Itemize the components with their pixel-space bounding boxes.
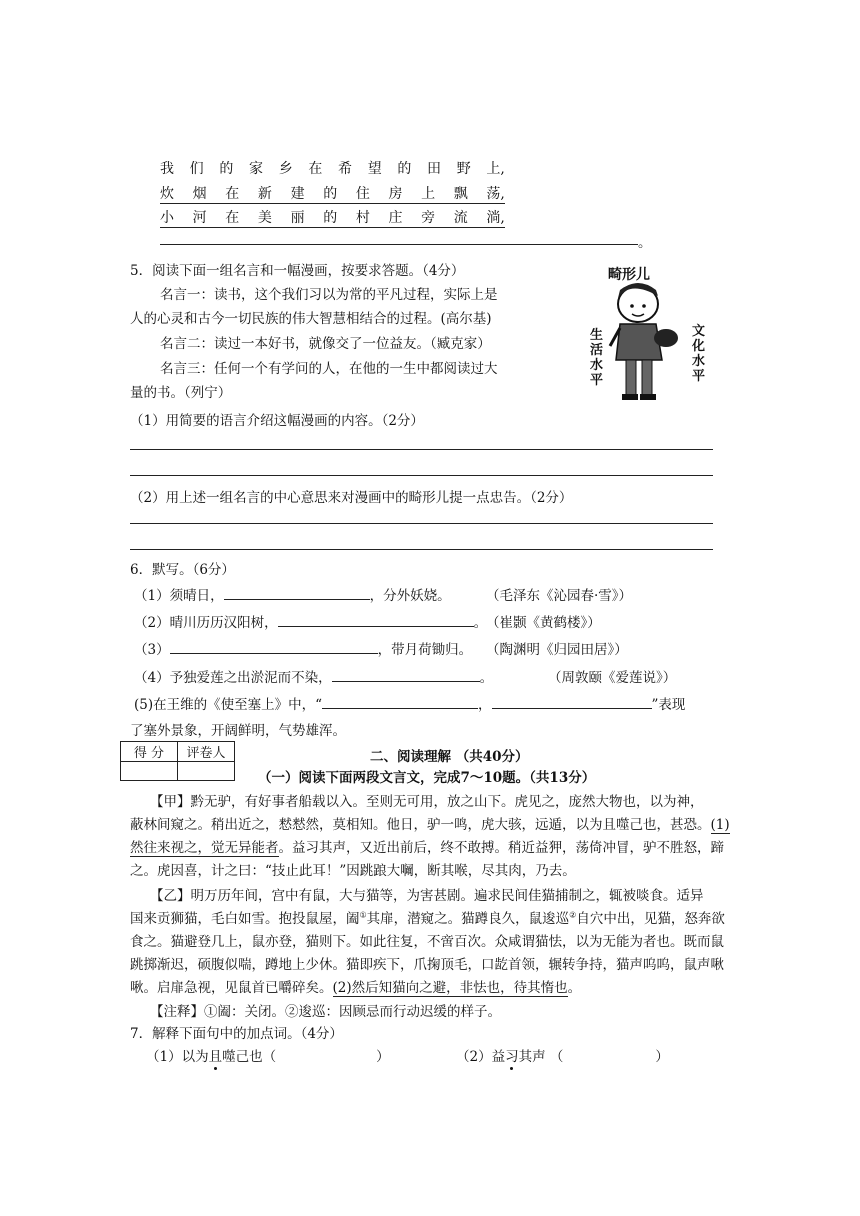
poem-char: 庄: [388, 210, 403, 226]
section2-title: 二、阅读理解 （共40分）: [370, 749, 529, 765]
jia-line-3: [130, 836, 724, 856]
poem-char: 的: [397, 161, 412, 177]
q7-item-2-pre: （2）益: [456, 1049, 506, 1065]
annotation-notes: 【注释】①阖：关闭。②逡巡：因顾忌而行动迟缓的样子。: [150, 1004, 501, 1020]
q5-quote3-a: 名言三：任何一个有学问的人，在他的一生中都阅读过大: [160, 361, 498, 377]
q6-item-2-b: 。: [473, 615, 488, 631]
q6-item-5-b: ，: [478, 697, 492, 713]
note-marker-1: ①: [359, 910, 367, 920]
poem-char: 野: [456, 161, 471, 177]
poem-char: 的: [323, 210, 338, 226]
q5-sub1: （1）用简要的语言介绍这幅漫画的内容。（2分）: [130, 413, 424, 429]
poem-char: 流: [453, 210, 468, 226]
q6-item-5-cont: 了塞外景象，开阔鲜明，气势雄浑。: [130, 723, 346, 739]
q6-blank-5a[interactable]: [322, 694, 478, 709]
poem-char: 在: [225, 186, 240, 202]
q6-item-1-source: （毛泽东《沁园春·雪》）: [486, 588, 633, 604]
q6-item-2: [134, 611, 487, 631]
poem-char: 荡,: [486, 186, 505, 202]
jia-line-2-text: 蔽林间窥之。稍出近之，慭慭然，莫相知。他日，驴一鸣，虎大骇，远遁，以为且噬己也，甚恐。: [130, 817, 711, 833]
q5-quote1-b: 人的心灵和古今一切民族的伟大智慧相结合的过程。(高尔基): [130, 311, 492, 327]
poem-char: 小: [160, 210, 174, 226]
poem-answer-line: [160, 244, 638, 245]
q6-item-3-source: （陶渊明《归园田居》）: [486, 642, 628, 658]
cartoon-figure: [580, 262, 720, 404]
grader-cell[interactable]: [178, 762, 235, 781]
poem-char: 旁: [421, 210, 436, 226]
q7-item-1-post: 噬己也（: [222, 1049, 277, 1065]
yi-line-2-c: 自穴中出，见猫，怒奔欲: [576, 911, 725, 927]
poem-char: 的: [219, 161, 234, 177]
jia-line-1: 【甲】黔无驴，有好事者船载以入。至则无可用，放之山下。虎见之，庞然大物也，以为神，: [150, 794, 704, 810]
grader-header: 评卷人: [178, 742, 235, 762]
q6-item-1-a: （1）须晴日，: [134, 588, 224, 604]
q5-quote3-b: 量的书。（列宁）: [130, 385, 232, 401]
yi-line-2-b: 其扉，潜窥之。猫蹲良久，鼠逡巡: [366, 911, 570, 927]
q5-answer-line-2[interactable]: [130, 475, 713, 476]
q6-item-4-source: （周敦颐《爱莲说》）: [548, 670, 677, 686]
jia-underlined-sentence-1: 然往来视之，觉无异能者: [130, 840, 279, 856]
poem-char: 房: [388, 186, 403, 202]
q6-item-5-c: ”表现: [651, 697, 686, 713]
q5-answer-line-1[interactable]: [130, 449, 713, 450]
q6-item-4: [134, 666, 493, 686]
poem-line-2: [160, 183, 505, 204]
poem-char: 美: [257, 210, 272, 226]
poem-char: 新: [257, 186, 272, 202]
q5-title: 5．阅读下面一组名言和一幅漫画，按要求答题。（4分）: [130, 263, 465, 279]
q7-answer-1[interactable]: [276, 1047, 376, 1061]
q7-item-2-close: ）: [655, 1049, 669, 1065]
poem-char: 希: [338, 161, 353, 177]
cartoon-right-label: 文化水平: [692, 324, 706, 384]
q6-item-1: [134, 584, 451, 604]
q5-answer-line-3[interactable]: [130, 523, 713, 524]
q6-item-4-b: 。: [479, 670, 494, 686]
poem-end-mark: 。: [638, 235, 652, 251]
jia-line-2: [130, 813, 730, 833]
cartoon-left-label: 生活水平: [590, 328, 604, 388]
poem-char: 炊: [160, 186, 174, 202]
q7-answer-2[interactable]: [563, 1047, 655, 1061]
q7-item-1-close: ）: [376, 1049, 390, 1065]
poem-char: 飘: [453, 186, 468, 202]
jia-line-4: 之。虎因喜，计之曰：“技止此耳！”因跳踉大㘎，断其喉，尽其肉，乃去。: [130, 863, 576, 879]
poem-char: 烟: [192, 186, 207, 202]
q6-item-4-a: （4）予独爱莲之出淤泥而不染，: [134, 670, 332, 686]
poem-char: 在: [225, 210, 240, 226]
q6-item-1-b: ，分外妖娆。: [369, 588, 451, 604]
q7-item-1-dotted-word: 且: [208, 1049, 223, 1065]
yi-underlined-sentence-2: (2)然后知猫向之避，非怯也，待其惰也: [332, 980, 568, 996]
q6-item-5-a: (5)在王维的《使至塞上》中，“: [134, 697, 323, 713]
section2-subtitle: （一）阅读下面两段文言文，完成7～10题。（共13分）: [258, 770, 596, 786]
poem-char: 乡: [278, 161, 293, 177]
poem-char: 田: [427, 161, 442, 177]
q6-blank-4[interactable]: [332, 667, 480, 682]
yi-line-2-a: 国来贡狮猫，毛白如雪。抱投鼠屋，阖: [130, 911, 360, 927]
poem-char: 淌,: [486, 210, 505, 226]
yi-line-5: [130, 976, 581, 996]
poem-char: 望: [367, 161, 382, 177]
q5-quote2: 名言二：读过一本好书，就像交了一位益友。（臧克家）: [160, 336, 491, 352]
yi-line-5-end: 。: [567, 980, 582, 996]
score-table: [120, 741, 235, 781]
yi-line-1: 【乙】明万历年间，宫中有鼠，大与猫等，为害甚剧。遍求民间佳猫捕制之，辄被啖食。适异: [150, 888, 704, 904]
q6-item-2-a: （2）晴川历历汉阳树，: [134, 615, 278, 631]
q7-item-2: [456, 1045, 669, 1065]
poem-char: 上,: [486, 161, 505, 177]
q6-title: 6．默写。（6分）: [130, 562, 235, 578]
q7-title: 7．解释下面句中的加点词。（4分）: [130, 1026, 343, 1042]
jia-mark-1: (1): [710, 817, 730, 833]
poem-line-3: [160, 207, 505, 228]
note-marker-2: ②: [569, 910, 577, 920]
poem-char: 我: [160, 161, 174, 177]
q6-item-3-b: ，带月荷锄归。: [377, 642, 473, 658]
yi-line-3: 食之。猫避登几上，鼠亦登，猫则下。如此往复，不啻百次。众咸谓猫怯，以为无能为者也。既而鼠: [130, 934, 724, 950]
poem-char: 丽: [290, 210, 305, 226]
poem-char: 村: [355, 210, 370, 226]
yi-line-4: 跳掷渐迟，硕腹似喘，蹲地上少休。猫即疾下，爪掬顶毛，口龁首领，辗转争持，猫声呜呜，鼠声啾: [130, 957, 724, 973]
poem-char: 上: [421, 186, 436, 202]
q6-blank-1[interactable]: [224, 585, 370, 600]
q6-blank-2[interactable]: [278, 612, 474, 627]
q5-sub2: （2）用上述一组名言的中心意思来对漫画中的畸形儿提一点忠告。（2分）: [130, 490, 573, 506]
poem-char: 建: [290, 186, 305, 202]
poem-char: 们: [189, 161, 204, 177]
cartoon-title: 畸形儿: [608, 267, 650, 283]
poem-char: 在: [308, 161, 323, 177]
q7-item-2-post: 其声 （: [518, 1049, 564, 1065]
poem-char: 河: [192, 210, 207, 226]
q6-item-2-source: （崔颢《黄鹤楼》）: [486, 615, 601, 631]
score-cell[interactable]: [121, 762, 178, 781]
q6-item-3: [134, 638, 472, 658]
yi-line-5-text: 啾。启扉急视，见鼠首已嚼碎矣。: [130, 980, 333, 996]
q7-item-1: [146, 1045, 390, 1065]
q6-item-3-a: （3）: [134, 642, 170, 658]
q7-item-2-dotted-word: 习: [505, 1049, 519, 1065]
score-header: 得 分: [121, 742, 178, 762]
q6-blank-3[interactable]: [170, 639, 378, 654]
yi-line-2: [130, 907, 725, 927]
q7-item-1-pre: （1）以为: [146, 1049, 209, 1065]
q5-quote1-a: 名言一：读书，这个我们习以为常的平凡过程，实际上是: [160, 287, 498, 303]
q6-item-5: [134, 693, 685, 713]
poem-line-1: [160, 158, 505, 178]
poem-char: 家: [249, 161, 264, 177]
poem-char: 的: [323, 186, 338, 202]
q5-answer-line-4[interactable]: [130, 549, 713, 550]
poem-char: 住: [355, 186, 370, 202]
q6-blank-5b[interactable]: [492, 694, 652, 709]
jia-line-3-text: 。益习其声，又近出前后，终不敢搏。稍近益狎，荡倚冲冒，驴不胜怒，蹄: [278, 840, 724, 856]
